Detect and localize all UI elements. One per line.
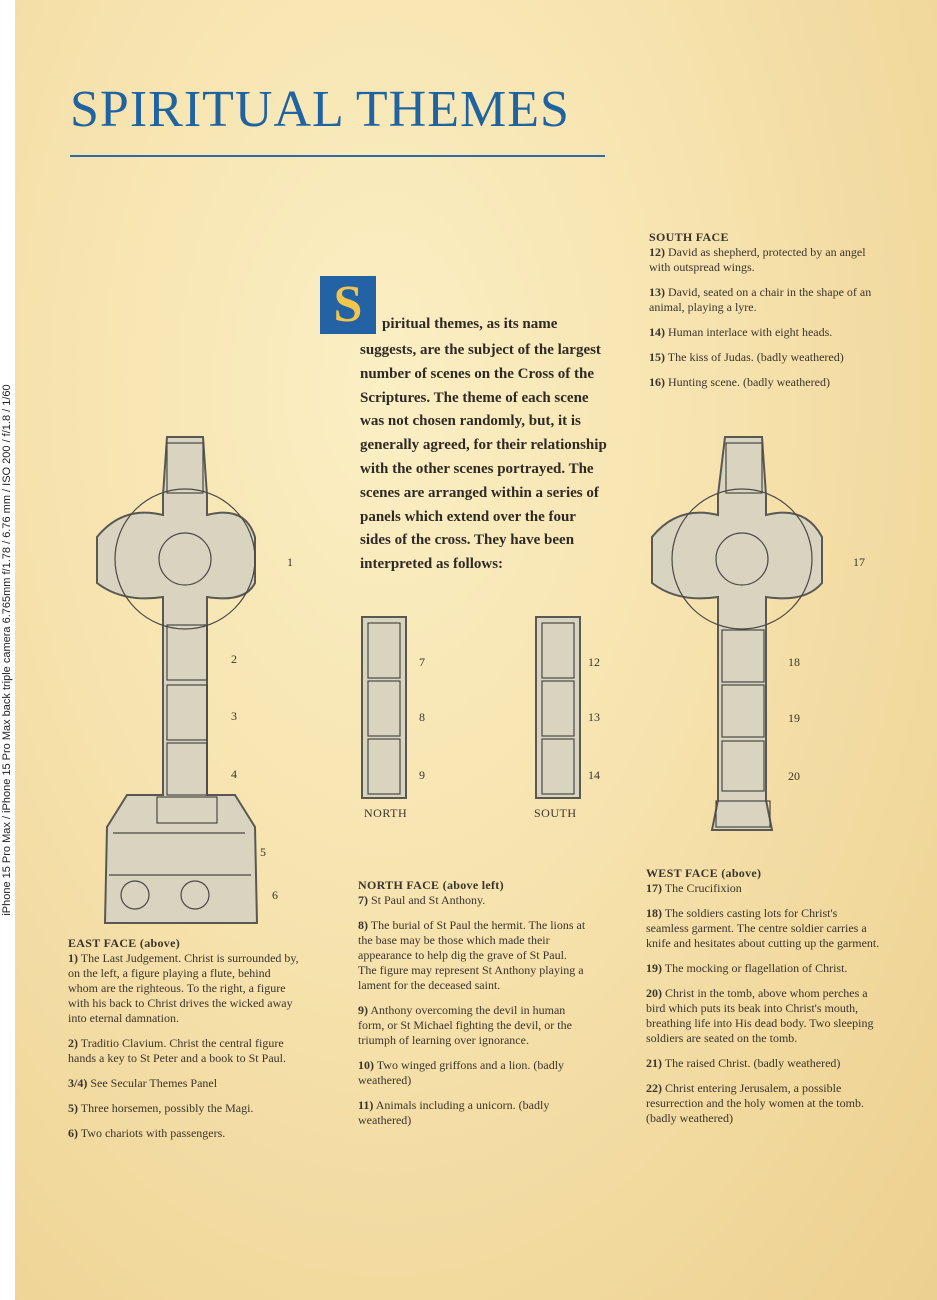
- list-item: 13) David, seated on a chair in the shape of an animal, playing a lyre.: [649, 285, 872, 314]
- north-panel-drawing: [360, 615, 408, 800]
- west-face-text: [646, 866, 881, 1136]
- north-marker-7: 7: [419, 655, 425, 669]
- page-title: SPIRITUAL THEMES: [70, 81, 570, 138]
- list-item: 19) The mocking or flagellation of Christ.: [646, 961, 848, 975]
- list-item: 9) Anthony overcoming the devil in human form, or St Michael fighting the devil, or the triumph of learning over ignorance.: [358, 1003, 572, 1047]
- exif-caption-strip: [0, 0, 15, 1300]
- intro-paragraph: suggests, are the subject of the largest number of scenes on the Cross of the Scriptures. The theme of each scene was not chosen randomly, but, it is generally agreed, for their relationship with the other scenes portrayed. The scenes are arranged within a series of panels which extend over the four sides of the cross. They have been interpreted as follows:: [360, 342, 607, 573]
- list-item: 7) St Paul and St Anthony.: [358, 893, 486, 907]
- south-marker-14: 14: [588, 768, 600, 782]
- east-marker-6: 6: [272, 888, 278, 902]
- dropcap-s: S: [320, 276, 376, 334]
- list-item: 2) Traditio Clavium. Christ the central figure hands a key to St Peter and a book to St Paul.: [68, 1036, 286, 1065]
- south-panel-drawing: [534, 615, 582, 800]
- east-face-text: [68, 936, 303, 1151]
- title-underline: [70, 155, 605, 157]
- west-marker-18: 18: [788, 655, 800, 669]
- south-panel-caption: SOUTH: [534, 806, 577, 820]
- list-item: 8) The burial of St Paul the hermit. The lions at the base may be those which made their appearance to help dig the grave of St Paul. The figure may represent St Anthony playing a lament for the deceased saint.: [358, 918, 586, 992]
- list-item: 22) Christ entering Jerusalem, a possible resurrection and the holy women at the tomb. (badly weathered): [646, 1081, 864, 1125]
- west-marker-17: 17: [853, 555, 865, 569]
- east-marker-2: 2: [231, 652, 237, 666]
- east-cross-drawing: [95, 435, 275, 925]
- north-face-heading: NORTH FACE (above left): [358, 878, 504, 892]
- list-item: 11) Animals including a unicorn. (badly weathered): [358, 1098, 550, 1127]
- north-marker-9: 9: [419, 768, 425, 782]
- intro-first-line: piritual themes, as its name: [382, 316, 558, 332]
- south-marker-12: 12: [588, 655, 600, 669]
- north-marker-8: 8: [419, 710, 425, 724]
- list-item: 15) The kiss of Judas. (badly weathered): [649, 350, 844, 364]
- east-marker-4: 4: [231, 767, 237, 781]
- west-face-heading: WEST FACE (above): [646, 866, 762, 880]
- list-item: 18) The soldiers casting lots for Christ's seamless garment. The centre soldier carries a knife and hesitates about cutting up the garment.: [646, 906, 880, 950]
- west-marker-19: 19: [788, 711, 800, 725]
- list-item: 17) The Crucifixion: [646, 881, 742, 895]
- west-cross-drawing: [650, 435, 835, 835]
- south-marker-13: 13: [588, 710, 600, 724]
- list-item: 5) Three horsemen, possibly the Magi.: [68, 1101, 254, 1115]
- south-face-heading: SOUTH FACE: [649, 230, 729, 244]
- list-item: 12) David as shepherd, protected by an angel with outspread wings.: [649, 245, 866, 274]
- north-face-text: [358, 878, 588, 1138]
- exif-caption: iPhone 15 Pro Max / iPhone 15 Pro Max back triple camera 6.765mm f/1.78 / 6.76 mm / ISO 200 / f/1.8 / 1/60: [1, 384, 13, 916]
- list-item: 14) Human interlace with eight heads.: [649, 325, 833, 339]
- list-item: 21) The raised Christ. (badly weathered): [646, 1056, 841, 1070]
- east-marker-3: 3: [231, 709, 237, 723]
- north-panel-caption: NORTH: [364, 806, 408, 820]
- list-item: 20) Christ in the tomb, above whom perches a bird which puts its beak into Christ's mouth, breathing life into His dead body. Two sleeping soldiers are seated on the tomb.: [646, 986, 874, 1045]
- east-marker-1: 1: [287, 555, 293, 569]
- east-marker-5: 5: [260, 845, 266, 859]
- list-item: 1) The Last Judgement. Christ is surrounded by, on the left, a figure playing a flute, behind whom are the righteous. To the right, a figure with his back to Christ drives the wicked away into eternal damnation.: [68, 951, 299, 1025]
- list-item: 16) Hunting scene. (badly weathered): [649, 375, 830, 389]
- list-item: 10) Two winged griffons and a lion. (badly weathered): [358, 1058, 565, 1087]
- west-marker-20: 20: [788, 769, 800, 783]
- list-item: 3/4) See Secular Themes Panel: [68, 1076, 218, 1090]
- south-face-text: [649, 230, 884, 400]
- list-item: 6) Two chariots with passengers.: [68, 1126, 226, 1140]
- east-face-heading: EAST FACE (above): [68, 936, 180, 950]
